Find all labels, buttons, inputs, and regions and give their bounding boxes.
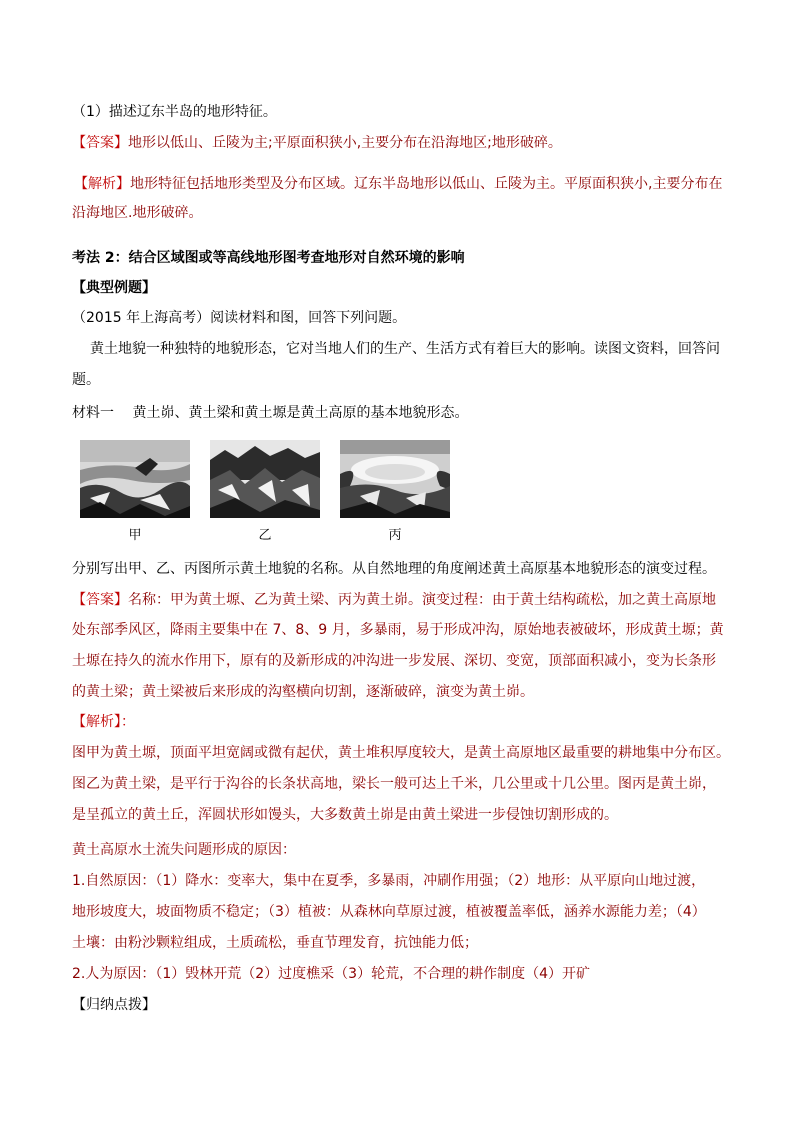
intro-line-1: 黄土地貌一种独特的地貌形态，它对当地人们的生产、生活方式有着巨大的影响。读图文资料，回答问 [90,341,720,357]
summary-tag: 【归纳点拨】 [72,997,156,1013]
method-heading: 考法 2：结合区域图或等高线地形图考查地形对自然环境的影响 [72,250,465,266]
answer-2-tag: 【答案】 [72,592,128,608]
analysis-2-line-4: 黄土高原水土流失问题形成的原因： [72,842,296,858]
analysis-line-2: 沿海地区.地形破碎。 [72,205,203,221]
analysis-2-line-6: 地形坡度大，坡面物质不稳定；（3）植被：从森林向草原过渡，植被覆盖率低，涵养水源能力差；（4） [72,904,706,920]
caption-yi: 乙 [258,528,272,543]
caption-bing: 丙 [388,528,402,543]
analysis-line-1: 地形特征包括地形类型及分布区域。辽东半岛地形以低山、丘陵为主。平原面积狭小,主要分布在 [130,176,723,192]
answer-text: 地形以低山、丘陵为主;平原面积狭小,主要分布在沿海地区;地形破碎。 [128,135,562,151]
answer-2-line-2: 处东部季风区，降雨主要集中在 7、8、9 月，多暴雨，易于形成冲沟，原始地表被破坏，形成黄土塬；黄 [72,622,724,638]
material-1: 材料一 黄土峁、黄土梁和黄土塬是黄土高原的基本地貌形态。 [72,405,469,421]
landform-photos [80,440,460,550]
analysis-2-line-8: 2.人为原因：（1）毁林开荒（2）过度樵采（3）轮荒，不合理的耕作制度（4）开矿 [72,966,590,982]
question-2: 分别写出甲、乙、丙图所示黄土地貌的名称。从自然地理的角度阐述黄土高原基本地貌形态的演变过程。 [72,561,716,577]
answer-2-line-3: 土塬在持久的流水作用下，原有的及新形成的冲沟进一步发展、深切、变宽，顶部面积减小，变为长条形 [72,653,716,669]
example-tag: 【典型例题】 [72,280,156,296]
photo-yi [210,440,320,518]
answer-2-line-4: 的黄土梁；黄土梁被后来形成的沟壑横向切割，逐渐破碎，演变为黄土峁。 [72,684,534,700]
q1-analysis [74,176,722,192]
intro-line-2: 题。 [72,372,100,388]
analysis-2-line-1: 图甲为黄土塬，顶面平坦宽阔或微有起伏，黄土堆积厚度较大，是黄土高原地区最重要的耕地集中分布区。 [72,745,730,761]
analysis-2-line-2: 图乙为黄土梁，是平行于沟谷的长条状高地，梁长一般可达上千米，几公里或十几公里。图丙是黄土峁， [72,776,716,792]
q1-answer [72,135,562,151]
answer-2-line-1 [72,592,716,608]
analysis-2-line-7: 土壤：由粉沙颗粒组成，土质疏松，垂直节理发育，抗蚀能力低； [72,935,478,951]
analysis-2-tag: 【解析】： [72,714,135,730]
photo-jia [80,440,190,518]
caption-jia: 甲 [128,528,142,543]
question-source: （2015 年上海高考）阅读材料和图，回答下列问题。 [72,310,407,326]
analysis-2-line-3: 是呈孤立的黄土丘，浑圆状形如馒头，大多数黄土峁是由黄土梁进一步侵蚀切割形成的。 [72,807,618,823]
q1-question: （1）描述辽东半岛的地形特征。 [72,104,277,120]
photo-bing [340,440,450,518]
analysis-2-line-5: 1.自然原因：（1）降水：变率大，集中在夏季，多暴雨，冲刷作用强；（2）地形：从平原向山地过渡， [72,873,706,889]
answer-2-text: 名称：甲为黄土塬、乙为黄土梁、丙为黄土峁。演变过程：由于黄土结构疏松，加之黄土高原地 [128,592,716,608]
answer-tag: 【答案】 [72,135,128,151]
analysis-tag: 【解析】 [74,176,130,192]
